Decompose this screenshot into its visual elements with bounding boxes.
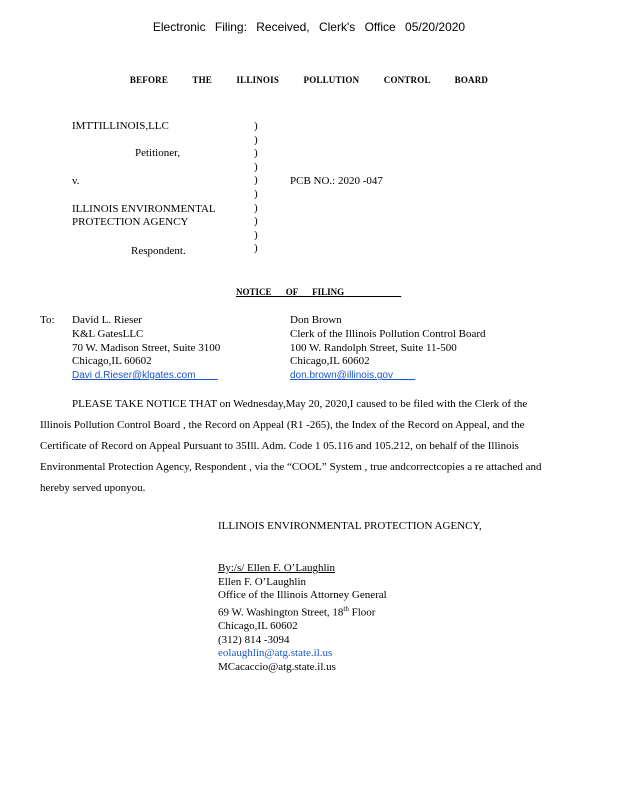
signature-address bbox=[218, 603, 387, 620]
signature-office: Office of the Illinois Attorney General bbox=[218, 589, 387, 602]
signature-address-sup: th bbox=[343, 604, 349, 613]
recipient-left-email bbox=[72, 369, 220, 383]
email-underline-pad bbox=[196, 370, 218, 381]
signature-name: Ellen F. O’Laughlin bbox=[218, 575, 307, 588]
recipient-left-block bbox=[72, 314, 220, 383]
to-label: To: bbox=[40, 314, 55, 326]
notice-body-paragraph: PLEASE TAKE NOTICE THAT on Wednesday,May 20, 2020,I caused to be filed with the Clerk of the Illinois Pollution Control Board , the Record on Appeal (R1 -265), the Index of the Record on Appeal, and the Certificate of Record on Appeal Pursuant to 35Ill. Adm. Code 1 05.116 and 105.212, on behalf of the Illinois Environmental Protection Agency, Respondent , via the “COOL” System , true andcorrectcopies a re attached and hereby served uponyou. bbox=[40, 398, 542, 494]
pcb-number: PCB NO.: 2020 -047 bbox=[290, 175, 383, 187]
recipient-left-address: 70 W. Madison Street, Suite 3100 bbox=[72, 341, 221, 354]
signature-agency: ILLINOIS ENVIRONMENTAL PROTECTION AGENCY, bbox=[218, 520, 482, 532]
signature-block bbox=[218, 562, 387, 674]
versus-label: v. bbox=[72, 175, 80, 187]
signature-phone: (312) 814 -3094 bbox=[218, 633, 290, 646]
recipient-right-address: 100 W. Randolph Street, Suite 11-500 bbox=[290, 341, 457, 354]
board-title: BEFORE THE ILLINOIS POLLUTION CONTROL BOARD bbox=[129, 75, 489, 85]
notice-of-filing-title bbox=[236, 287, 401, 297]
electronic-filing-header: Electronic Filing: Received, Clerk's Office 05/20/2020 bbox=[152, 20, 466, 34]
caption-bracket: ) ) ) ) ) ) ) ) ) ) bbox=[254, 120, 258, 255]
email-underline-pad bbox=[393, 370, 415, 381]
recipient-right-email bbox=[290, 369, 486, 383]
signature-address-main: 69 W. Washington Street, 18 bbox=[218, 606, 344, 619]
respondent-name-line2: PROTECTION AGENCY bbox=[72, 216, 189, 228]
petitioner-role: Petitioner, bbox=[135, 147, 181, 159]
recipient-right-name: Don Brown bbox=[290, 314, 342, 326]
recipient-left-name: David L. Rieser bbox=[72, 314, 142, 326]
petitioner-name: IMTTILLINOIS,LLC bbox=[72, 120, 169, 132]
recipient-left-firm: K&L GatesLLC bbox=[72, 327, 144, 340]
signature-city: Chicago,IL 60602 bbox=[218, 620, 298, 633]
signature-address-floor: Floor bbox=[348, 606, 376, 619]
respondent-name-line1: ILLINOIS ENVIRONMENTAL bbox=[72, 203, 216, 215]
notice-title-text: NOTICE OF FILING bbox=[236, 287, 345, 297]
signature-email-2: MCacaccio@atg.state.il.us bbox=[218, 660, 336, 673]
recipient-right-block bbox=[290, 314, 486, 383]
recipient-right-city: Chicago,IL 60602 bbox=[290, 355, 370, 368]
signature-by-line: By:/s/ Ellen F. O’Laughlin bbox=[218, 562, 336, 574]
respondent-role: Respondent. bbox=[131, 245, 186, 257]
recipient-right-title: Clerk of the Illinois Pollution Control Board bbox=[290, 327, 486, 340]
recipient-right-email-link[interactable]: don.brown@illinois.gov bbox=[290, 370, 393, 382]
recipient-left-email-link[interactable]: Davi d.Rieser@klgates.com bbox=[72, 370, 196, 382]
signature-email-1[interactable]: eolaughlin@atg.state.il.us bbox=[218, 647, 333, 660]
recipient-left-city: Chicago,IL 60602 bbox=[72, 355, 152, 368]
